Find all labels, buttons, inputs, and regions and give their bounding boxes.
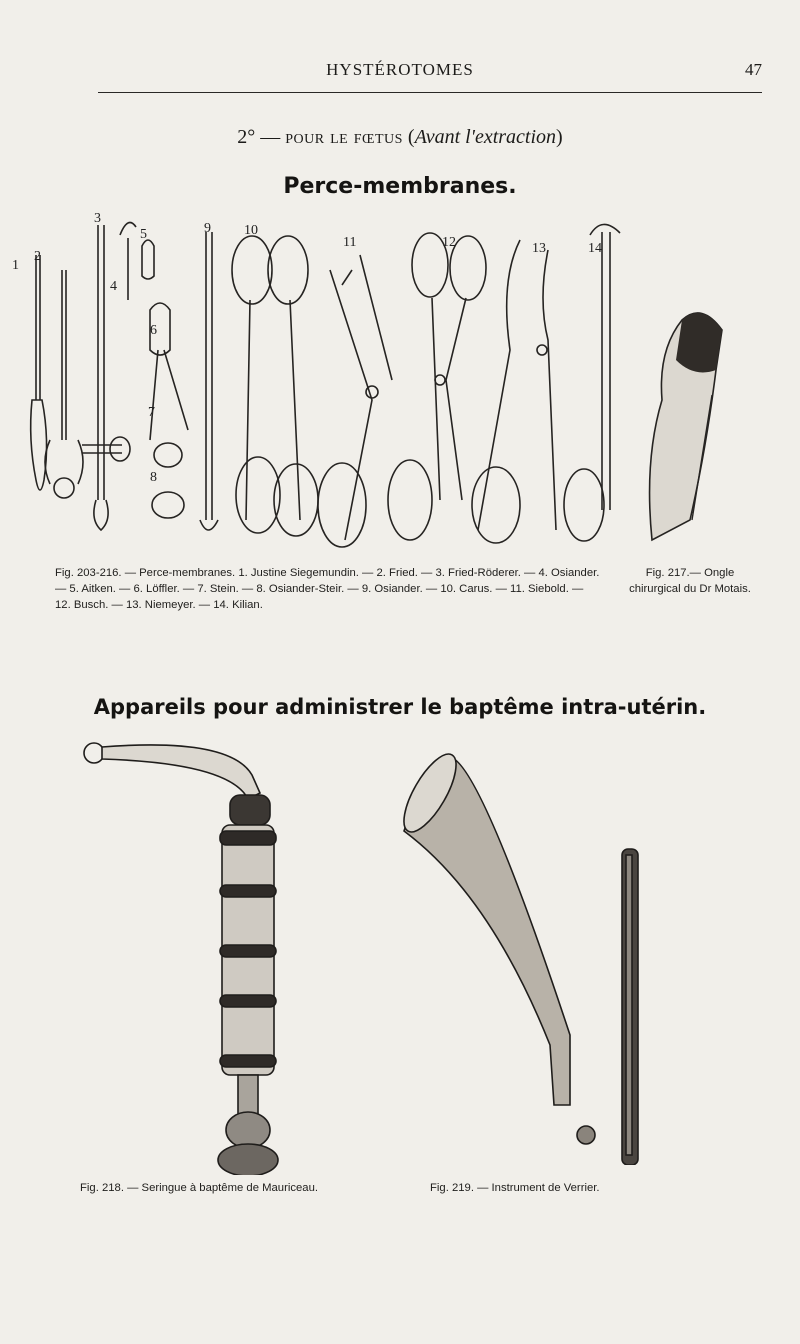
instrument-number-3: 3 [94, 211, 101, 226]
figure-219-caption: Fig. 219. — Instrument de Verrier. [430, 1182, 600, 1194]
perce-membranes-heading: Perce-membranes. [283, 174, 517, 199]
instrument-number-14: 14 [588, 241, 602, 256]
section-prefix: 2° — [237, 126, 286, 148]
figure-218-caption: Fig. 218. — Seringue à baptême de Mauriceau. [80, 1182, 319, 1194]
seringue-illustration [70, 735, 370, 1175]
instrument-number-1: 1 [12, 258, 19, 273]
section-open-paren: ( [402, 126, 415, 148]
instrument-number-11: 11 [343, 235, 357, 250]
section-small-caps: pour le fœtus [285, 126, 403, 148]
section-close-paren: ) [556, 126, 563, 148]
instrument-number-9: 9 [204, 221, 211, 236]
instrument-number-5: 5 [140, 227, 147, 242]
figure-217-caption: Fig. 217.— Ongle chirurgical du Dr Motais. [629, 567, 751, 595]
bapteme-heading: Appareils pour administrer le baptême intra-utérin. [93, 695, 707, 719]
section-italic: Avant l'extraction [414, 126, 557, 148]
figure-203-216-caption: Fig. 203-216. — Perce-membranes. 1. Justine Siegemundin. — 2. Fried. — 3. Fried-Röderer. — 4. Osiander. — 5. Aitken. — 6. Löffler. — 7. Stein. — 8. Osiander-Steir. — 9. Osiander. — 10. Carus. — 11. Siebold. — 12. Busch. — 13. Niemeyer. — 14. Kilian. [55, 567, 600, 611]
instrument-verrier-illustration [390, 745, 710, 1165]
running-header-title: HYSTÉROTOMES [326, 60, 474, 79]
instrument-number-12: 12 [442, 235, 456, 250]
header-rule [98, 92, 762, 93]
page-number: 47 [745, 60, 762, 79]
section-title [0, 126, 800, 149]
instrument-number-4: 4 [110, 279, 117, 294]
instrument-number-8: 8 [150, 470, 157, 485]
instrument-number-6: 6 [150, 323, 157, 338]
instrument-number-10: 10 [244, 223, 258, 238]
instrument-number-13: 13 [532, 241, 546, 256]
perce-membranes-illustration [0, 205, 800, 555]
instrument-number-2: 2 [34, 249, 41, 264]
instrument-number-7: 7 [148, 405, 155, 420]
